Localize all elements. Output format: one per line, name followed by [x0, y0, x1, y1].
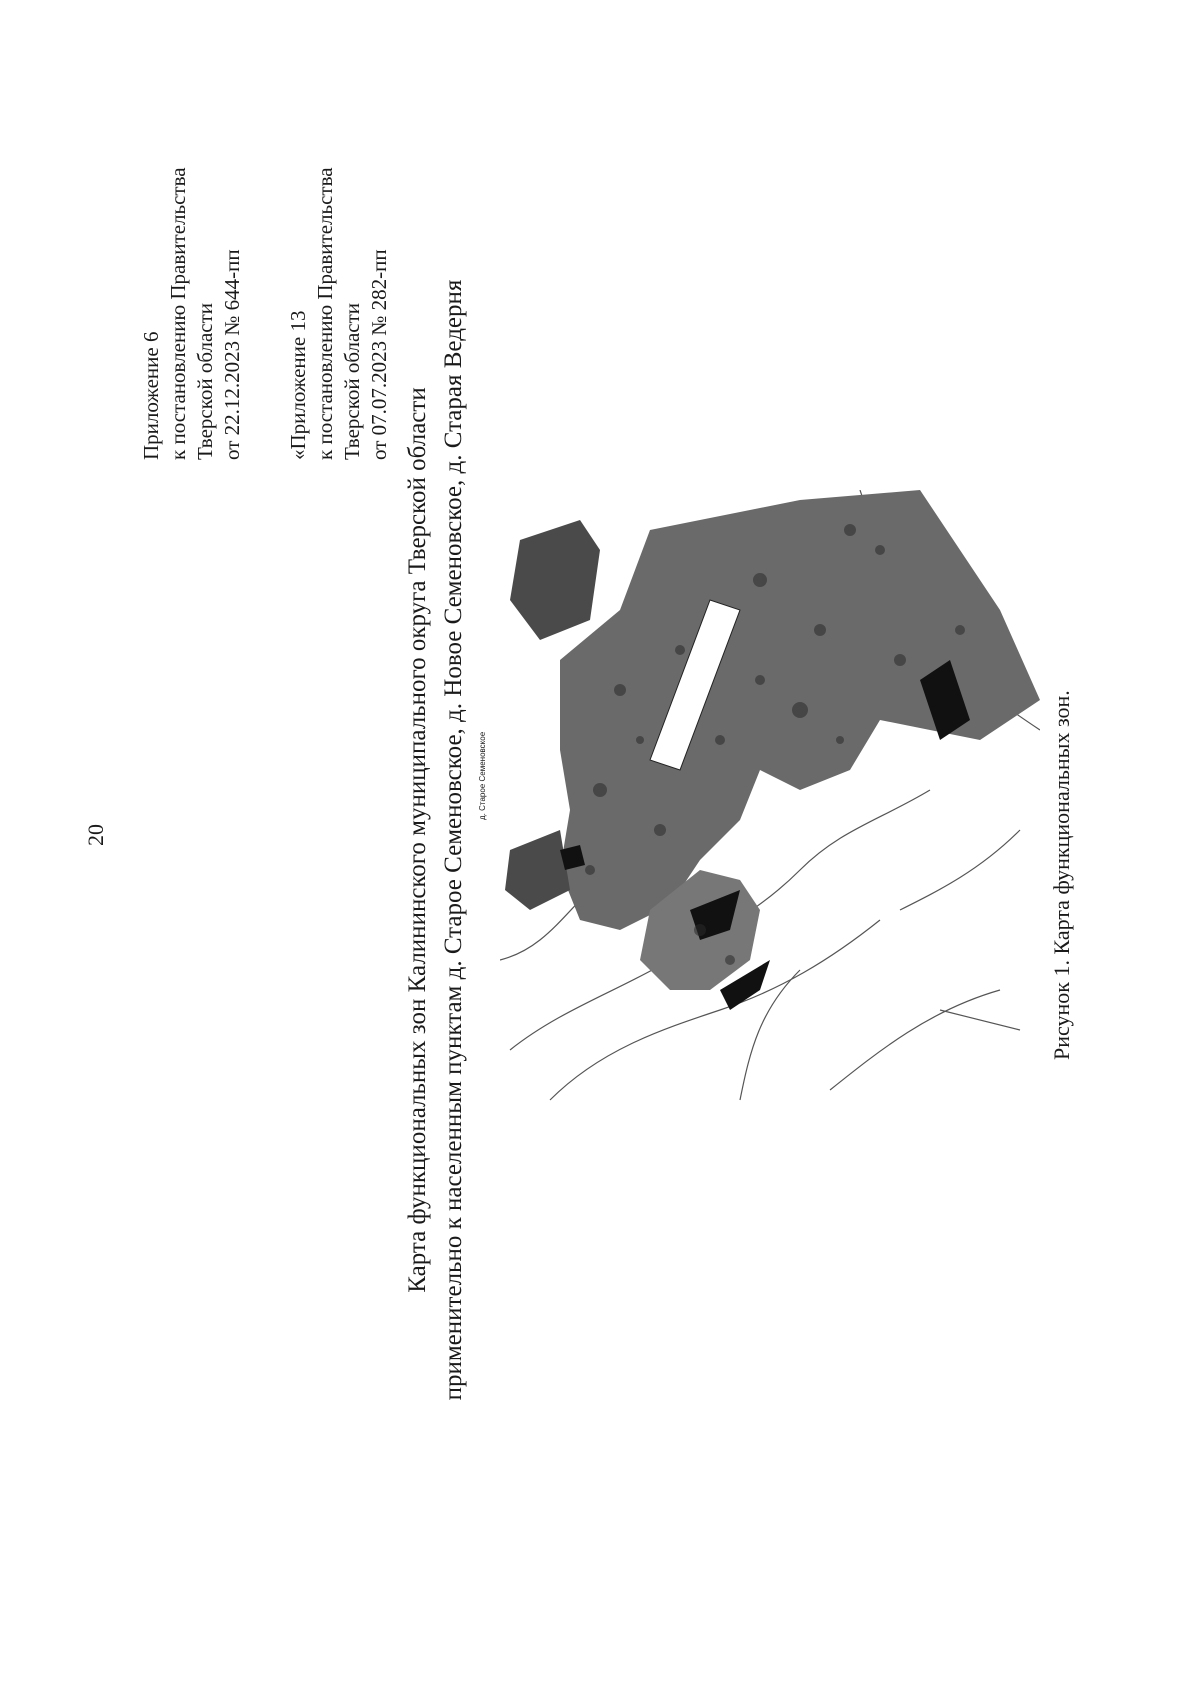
appendix-6-line: Приложение 6 — [139, 331, 163, 460]
zone-north — [510, 520, 600, 640]
zone-west — [505, 830, 570, 910]
appendix-6-line: к постановлению Правительства — [166, 167, 190, 460]
document-title — [400, 200, 472, 1480]
map-label-settlement: д. Старое Семеновское — [478, 731, 487, 820]
appendix-6-line: от 22.12.2023 № 644-пп — [220, 249, 244, 460]
appendix-13-line: «Приложение 13 — [286, 310, 310, 460]
appendix-6-line: Тверской области — [193, 302, 217, 460]
appendix-13-line: к постановлению Правительства — [313, 167, 337, 460]
title-line-2: применительно к населенным пунктам д. Старое Семеновское, д. Новое Семеновское, д. Старая Ведерня — [440, 279, 467, 1401]
page-number: 20 — [83, 824, 108, 846]
appendix-6-block — [138, 167, 246, 460]
appendix-13-line: Тверской области — [340, 302, 364, 460]
functional-zones-map — [478, 490, 1040, 1110]
appendix-13-line: от 07.07.2023 № 282-пп — [367, 249, 391, 460]
map-graphic — [500, 490, 1040, 1110]
title-line-1: Карта функциональных зон Калининского муниципального округа Тверской области — [404, 387, 431, 1293]
figure-caption: Рисунок 1. Карта функциональных зон. — [1049, 690, 1074, 1060]
appendix-13-block — [285, 167, 393, 460]
